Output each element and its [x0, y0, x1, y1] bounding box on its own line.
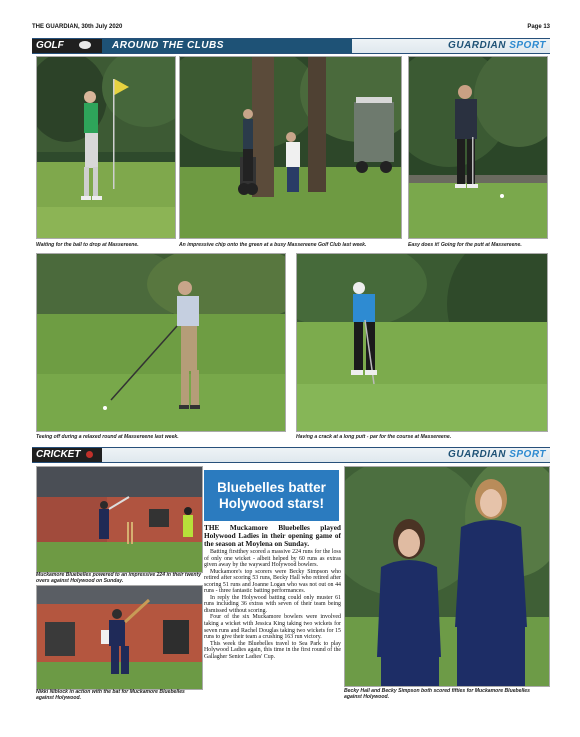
cricket-photo-batting [36, 466, 203, 573]
caption-nikki-niblock: Nikki Niblock in action with the bat for Muckamore Bluebelles against Holywood. [36, 689, 185, 702]
article-paragraph: Four of the six Muckamore bowlers were involved taking a wicket with Jessica King taking two wickets for seven runs and Rachel Douglas taking two wickets for 15 runs to give their team a crushing 163 run victory. [204, 614, 341, 641]
cricket-tag-label: CRICKET [36, 449, 81, 460]
brand-sport-cricket: SPORT [509, 449, 546, 460]
article-headline [204, 470, 339, 521]
caption-long-putt: Having a crack at a long putt - par for the course at Massereene. [296, 434, 452, 440]
caption-bluebelles-224: Muckamore Bluebelles powered to an impressive 224 in their twenty overs against Holywood on Sunday. [36, 572, 202, 585]
guardian-sport-logo-cricket [448, 448, 546, 462]
golf-section-bar [32, 38, 550, 54]
golf-ball-icon [79, 41, 91, 49]
guardian-sport-logo [448, 39, 546, 53]
golf-photo-putt [408, 56, 548, 239]
brand-guardian: GUARDIAN [448, 40, 506, 51]
cricket-photo-nikki [36, 585, 203, 690]
article-headline-text: Bluebelles batter Holywood stars! [217, 479, 326, 511]
article-body [204, 524, 341, 660]
cricket-section-bar [32, 447, 550, 463]
golf-photo-teeing-off [36, 253, 286, 432]
brand-sport: SPORT [509, 40, 546, 51]
caption-teeing-off: Teeing off during a relaxed round at Massereene last week. [36, 434, 179, 440]
article-paragraph: In reply the Holywood batting could only muster 61 runs including 36 extras with seven of their team being dismissed without scoring. [204, 594, 341, 614]
article-paragraph: This week the Bluebelles travel to Sea Park to play Holywood Ladies again, this time in the first round of the Gallagher Senior Ladies' Cup. [204, 640, 341, 660]
cricket-ball-icon [86, 451, 93, 458]
golf-tag-label: GOLF [36, 40, 64, 51]
golf-photo-long-putt-image [297, 254, 547, 431]
cricket-tag [32, 448, 102, 462]
golf-title-label: AROUND THE CLUBS [112, 40, 224, 51]
golf-photo-teeing-off-image [37, 254, 285, 431]
golf-tag [32, 39, 106, 53]
brand-guardian-cricket: GUARDIAN [448, 449, 506, 460]
caption-chip: An impressive chip onto the green at a busy Massereene Golf Club last week. [179, 242, 367, 248]
paper-dateline: THE GUARDIAN, 30th July 2020 [32, 24, 123, 30]
article-paragraph: Batting firstthey scored a massive 224 runs for the loss of only one wicket - albeit helped by 60 runs as extras given away by the wayward Holywood bowlers. [204, 549, 341, 569]
golf-photo-long-putt [296, 253, 548, 432]
cricket-photo-becky-pair [344, 466, 550, 687]
golf-photo-waiting [36, 56, 176, 239]
article-lead: THE Muckamore Bluebelles played Holywood Ladies in their opening game of the season at Moylena on Sunday. [204, 523, 341, 548]
page-number: Page 13 [527, 24, 550, 30]
golf-photo-chip [179, 56, 402, 239]
golf-section-title [102, 39, 352, 53]
caption-waiting: Waiting for the ball to drop at Massereene. [36, 242, 139, 248]
cricket-photo-becky-pair-image [345, 467, 549, 686]
golf-photo-chip-image [180, 57, 401, 238]
caption-putt: Easy does it! Going for the putt at Massereene. [408, 242, 522, 248]
cricket-photo-nikki-image [37, 586, 202, 689]
golf-photo-waiting-image [37, 57, 175, 238]
cricket-photo-batting-image [37, 467, 202, 572]
article-paragraph: Muckamore's top scorers were Becky Simpson who retired after scoring 53 runs, Becky Hall who retired after scoring 51 runs and Joanne Logan who was not out on 44 runs - three fantastic batting performances. [204, 568, 341, 595]
caption-becky-hall-simpson: Becky Hall and Becky Simpson both scored fifties for Muckamore Bluebelles against Holywood. [344, 688, 530, 701]
golf-photo-putt-image [409, 57, 547, 238]
